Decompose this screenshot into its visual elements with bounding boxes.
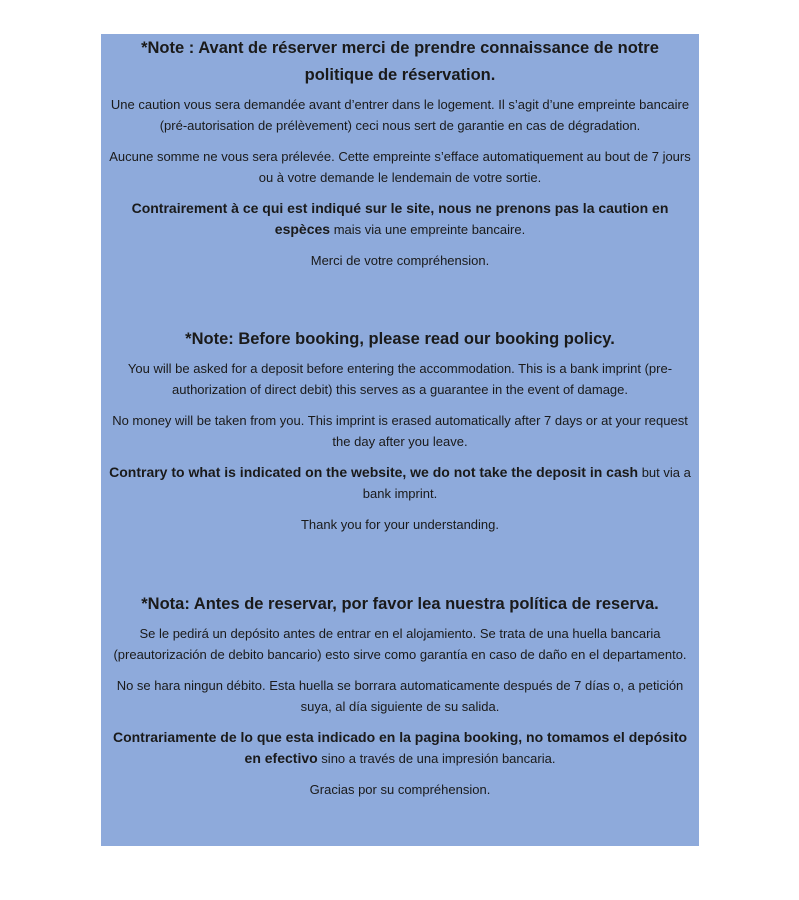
cash-policy-bold: Contrariamente de lo que esta indicado en la pagina booking, no tomamos el depósito en efectivo: [112, 729, 688, 766]
paragraph-cash-policy: [101, 198, 699, 240]
paragraph-deposit: You will be asked for a deposit before entering the accommodation. This is a bank imprint (pre-authorization of direct debit) this serves as a guarantee in the event of damage.: [127, 361, 673, 397]
section-heading: *Nota: Antes de reservar, por favor lea nuestra política de reserva.: [141, 595, 659, 613]
section-heading: *Note: Before booking, please read our booking policy.: [185, 330, 615, 348]
paragraph-deposit: Une caution vous sera demandée avant d’entrer dans le logement. Il s’agit d’une empreinte bancaire (pré-autorisation de prélèvement) ceci nous sert de garantie en cas de dégradation.: [110, 97, 690, 133]
paragraph-no-charge: Aucune somme ne vous sera prélevée. Cette empreinte s’efface automatiquement au bout de 7 jours ou à votre demande le lendemain de votre sortie.: [109, 149, 691, 185]
cash-policy-rest: sino a través de una impresión bancaria.: [317, 751, 556, 766]
section-heading: *Note : Avant de réserver merci de prendre connaissance de notre politique de réservation.: [141, 39, 659, 84]
cash-policy-bold: Contrairement à ce qui est indiqué sur le site, nous ne prenons pas la caution en espèces: [131, 200, 669, 237]
paragraph-thanks: Gracias por su compréhension.: [309, 782, 491, 797]
cash-policy-rest: but via a bank imprint.: [362, 465, 691, 501]
cash-policy-bold: Contrary to what is indicated on the website, we do not take the deposit in cash: [109, 464, 639, 480]
section-french: [101, 34, 699, 271]
section-english: [101, 326, 699, 535]
paragraph-cash-policy: [101, 727, 699, 769]
paragraph-deposit: Se le pedirá un depósito antes de entrar en el alojamiento. Se trata de una huella bancaria (preautorización de debito bancario) esto sirve como garantía en caso de daño en el departamento.: [113, 626, 687, 662]
policy-panel: [101, 34, 699, 846]
paragraph-no-charge: No se hara ningun débito. Esta huella se borrara automaticamente después de 7 días o, a petición suya, al día siguiente de su salida.: [116, 678, 684, 714]
section-spanish: [101, 591, 699, 800]
paragraph-thanks: Thank you for your understanding.: [300, 517, 499, 532]
paragraph-thanks: Merci de votre compréhension.: [310, 253, 490, 268]
cash-policy-rest: mais via une empreinte bancaire.: [330, 222, 526, 237]
paragraph-cash-policy: [101, 462, 699, 504]
paragraph-no-charge: No money will be taken from you. This imprint is erased automatically after 7 days or at your request the day after you leave.: [112, 413, 688, 449]
